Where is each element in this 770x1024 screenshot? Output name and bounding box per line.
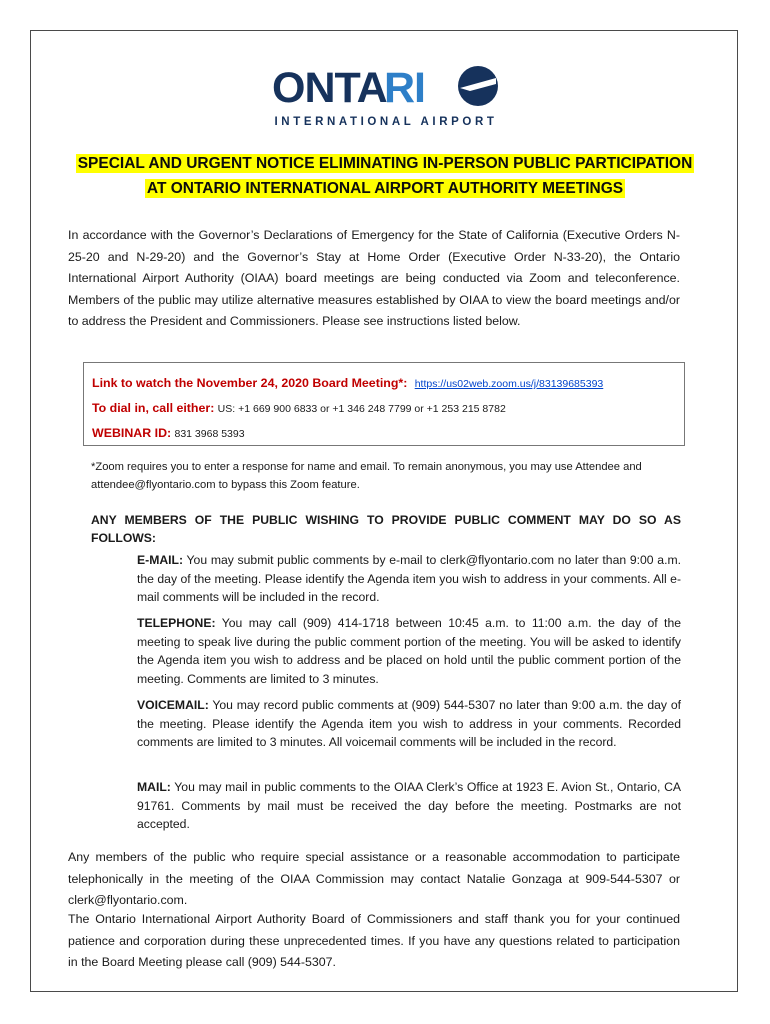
dial-numbers: US: +1 669 900 6833 or +1 346 248 7799 or +1 253 215 8782 — [217, 403, 506, 415]
method-text: You may mail in public comments to the OIAA Clerk’s Office at 1923 E. Avion St., Ontario, CA 91761. Comments by mail must be received the day before the meeting. Postmarks are not accepted. — [137, 780, 681, 832]
notice-title-line1: SPECIAL AND URGENT NOTICE ELIMINATING IN-PERSON PUBLIC PARTICIPATION — [77, 155, 693, 172]
method-label: VOICEMAIL: — [137, 698, 209, 712]
method-text: You may submit public comments by e-mail to clerk@flyontario.com no later than 9:00 a.m. the day of the meeting. Please identify the Agenda item you wish to address in your comments. All e-mail comments will be included in the record. — [137, 553, 681, 605]
dial-in-row — [92, 401, 506, 415]
intro-paragraph: In accordance with the Governor’s Declarations of Emergency for the State of California (Executive Orders N-25-20 and N-29-20) and the Governor’s Stay at Home Order (Executive Order N-33-20), the Ontario International Airport Authority (OIAA) board meetings are being conducted via Zoom and teleconference. Members of the public may utilize alternative measures established by OIAA to view the board meetings and/or to address the President and Commissioners. Please see instructions listed below. — [68, 228, 680, 329]
webinar-label: WEBINAR ID: — [92, 426, 172, 440]
meeting-info-box — [83, 362, 685, 446]
closing-paragraph: The Ontario International Airport Authority Board of Commissioners and staff thank you for your continued patience and corporation during these unprecedented times. If you have any questions related to participation in the Board Meeting please call (909) 544-5307. — [68, 912, 680, 970]
method-label: E-MAIL: — [137, 553, 184, 567]
notice-title-line2: AT ONTARIO INTERNATIONAL AIRPORT AUTHORITY MEETINGS — [146, 180, 624, 197]
method-text: You may record public comments at (909) 544-5307 no later than 9:00 a.m. the day of the meeting. Please identify the Agenda item you wish to address in your comments. Recorded comments are limited to 3 minutes. All voicemail comments will be included in the record. — [137, 698, 681, 750]
webinar-id: 831 3968 5393 — [174, 428, 245, 440]
public-comment-heading: ANY MEMBERS OF THE PUBLIC WISHING TO PROVIDE PUBLIC COMMENT MAY DO SO AS FOLLOWS: — [91, 513, 681, 545]
zoom-meeting-link[interactable]: https://us02web.zoom.us/j/83139685393 — [414, 378, 604, 390]
watch-label: Link to watch the November 24, 2020 Board Meeting*: — [92, 376, 408, 390]
method-telephone — [137, 614, 681, 688]
method-voicemail — [137, 696, 681, 752]
dial-label: To dial in, call either: — [92, 401, 215, 415]
method-mail — [137, 778, 681, 834]
zoom-note: *Zoom requires you to enter a response for name and email. To remain anonymous, you may use Attendee and attendee@flyontario.com to bypass this Zoom feature. — [91, 461, 642, 491]
assistance-paragraph: Any members of the public who require special assistance or a reasonable accommodation to participate telephonically in the meeting of the OIAA Commission may contact Natalie Gonzaga at 909-544-5307 or clerk@flyontario.com. — [68, 850, 680, 908]
method-text: You may call (909) 414-1718 between 10:45 a.m. to 11:00 a.m. the day of the meeting to speak live during the public comment portion of the meeting. You will be asked to identify the Agenda item you wish to address and be placed on hold until the public comment portion of the meeting. Comments are limited to 3 minutes. — [137, 616, 681, 686]
logo-wordmark — [270, 64, 502, 108]
logo-subtitle: INTERNATIONAL AIRPORT — [274, 116, 498, 128]
method-email — [137, 551, 681, 607]
watch-link-row — [92, 376, 603, 390]
logo-word-ri: RI — [384, 64, 425, 108]
webinar-row — [92, 426, 245, 440]
ontario-airport-logo — [270, 64, 502, 134]
method-label: TELEPHONE: — [137, 616, 216, 630]
logo-word-onta: ONTA — [272, 64, 387, 108]
method-label: MAIL: — [137, 780, 171, 794]
